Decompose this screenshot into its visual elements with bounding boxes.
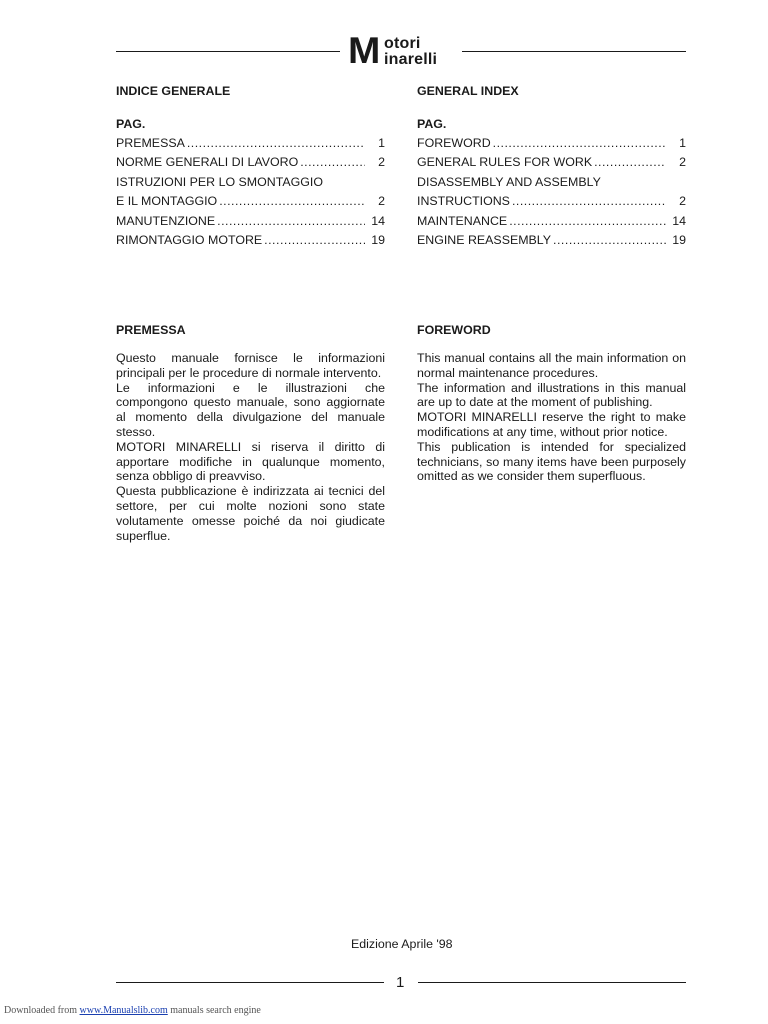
header-rule-right <box>462 51 686 52</box>
paragraph: Questa pubblicazione è indirizzata ai tecnici del settore, per cui molte nozioni sono state volutamente omesse poiché da noi giudicate superflue. <box>116 484 385 543</box>
paragraph: Le informazioni e le illustrazioni che compongono questo manuale, sono aggiornate al momento della divulgazione del manuale stesso. <box>116 380 385 439</box>
page-number: 1 <box>396 974 405 991</box>
toc-entry <box>116 155 385 169</box>
toc-entry <box>116 136 385 150</box>
download-footer <box>4 1005 261 1016</box>
toc-label: MAINTENANCE <box>417 214 508 228</box>
pag-label-it: PAG. <box>116 117 146 131</box>
header-rule-left <box>116 51 340 52</box>
paragraph: This manual contains all the main information on normal maintenance procedures. <box>417 351 686 380</box>
footer-rule-right <box>418 982 686 983</box>
toc-page: 2 <box>679 155 686 169</box>
footer-rule-left <box>116 982 384 983</box>
toc-entry <box>417 233 686 247</box>
motori-minarelli-logo <box>348 30 456 71</box>
paragraph: This publication is intended for specialized technicians, so many items have been purposely omitted as we consider them superfluous. <box>417 439 686 484</box>
toc-entry <box>116 175 385 189</box>
paragraph: MOTORI MINARELLI si riserva il diritto di apportare modifiche in qualunque momento, senza obbligo di preavviso. <box>116 439 385 484</box>
section-title-it: PREMESSA <box>116 323 186 337</box>
paragraph: The information and illustrations in this manual are up to date at the moment of publishing. <box>417 380 686 410</box>
toc-label: FOREWORD <box>417 136 491 150</box>
toc-entry <box>417 155 686 169</box>
toc-label: MANUTENZIONE <box>116 214 216 228</box>
toc-entry <box>116 233 385 247</box>
toc-page: 14 <box>672 214 686 228</box>
paragraph: Questo manuale fornisce le informazioni principali per le procedure di normale intervento. <box>116 351 385 380</box>
section-title-en: FOREWORD <box>417 323 491 337</box>
foreword-text-it <box>116 351 385 543</box>
toc-page: 2 <box>378 155 385 169</box>
toc-label: ENGINE REASSEMBLY <box>417 233 552 247</box>
toc-page: 19 <box>371 233 385 247</box>
toc-page: 2 <box>679 194 686 208</box>
index-title-it: INDICE GENERALE <box>116 84 231 98</box>
toc-label: PREMESSA <box>116 136 185 150</box>
toc-label: RIMONTAGGIO MOTORE <box>116 233 263 247</box>
paragraph: MOTORI MINARELLI reserve the right to make modifications at any time, without prior notice. <box>417 410 686 439</box>
toc-entry <box>417 175 686 189</box>
pag-label-en: PAG. <box>417 117 447 131</box>
footer-prefix: Downloaded from <box>4 1005 78 1016</box>
toc-label: NORME GENERALI DI LAVORO <box>116 155 299 169</box>
index-title-en: GENERAL INDEX <box>417 84 519 98</box>
toc-label: GENERAL RULES FOR WORK <box>417 155 593 169</box>
toc-label: INSTRUCTIONS <box>417 194 510 208</box>
logo-word-minarelli: inarelli <box>384 51 438 68</box>
toc-label: ISTRUZIONI PER LO SMONTAGGIO <box>116 175 323 189</box>
toc-page: 2 <box>378 194 385 208</box>
edition-text: Edizione Aprile '98 <box>351 937 453 951</box>
toc-entry <box>116 214 385 228</box>
toc-page: 1 <box>378 136 385 150</box>
toc-entry <box>116 194 385 208</box>
toc-page: 19 <box>672 233 686 247</box>
toc-label: E IL MONTAGGIO <box>116 194 218 208</box>
logo-word-motori: otori <box>384 35 421 52</box>
toc-entry <box>417 194 686 208</box>
logo-m: M <box>348 30 380 71</box>
footer-suffix: manuals search engine <box>170 1005 261 1016</box>
toc-entry <box>417 214 686 228</box>
manualslib-link[interactable]: www.Manualslib.com <box>79 1005 168 1016</box>
toc-label: DISASSEMBLY AND ASSEMBLY <box>417 175 601 189</box>
toc-page: 14 <box>371 214 385 228</box>
foreword-text-en <box>417 351 686 484</box>
toc-entry <box>417 136 686 150</box>
toc-page: 1 <box>679 136 686 150</box>
